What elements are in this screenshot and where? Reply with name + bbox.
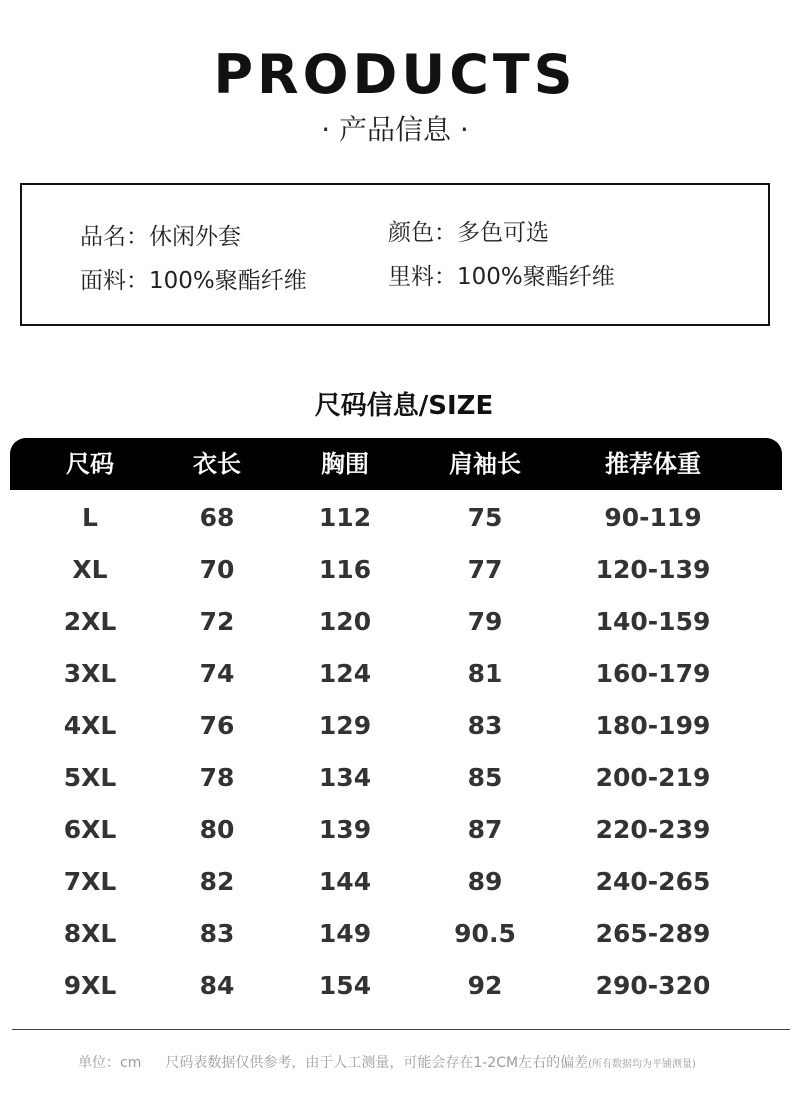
product-color-value: 多色可选 — [457, 220, 549, 246]
cell-size: 5XL — [63, 763, 117, 792]
product-fabric-label: 面料： — [80, 268, 149, 294]
product-info-box — [20, 183, 770, 326]
cell-length: 68 — [199, 503, 235, 532]
cell-length: 80 — [199, 815, 235, 844]
table-row — [10, 542, 782, 594]
footnote — [78, 1052, 696, 1076]
cell-weight: 290-320 — [595, 971, 711, 1000]
cell-sleeve: 92 — [467, 971, 503, 1000]
table-row — [10, 646, 782, 698]
cell-sleeve: 81 — [467, 659, 503, 688]
size-table-body — [10, 490, 782, 1010]
cell-size: 3XL — [63, 659, 117, 688]
cell-length: 82 — [199, 867, 235, 896]
table-row — [10, 802, 782, 854]
cell-weight: 180-199 — [595, 711, 711, 740]
page-subtitle: · 产品信息 · — [321, 113, 469, 146]
cell-sleeve: 89 — [467, 867, 503, 896]
product-fabric-value: 100%聚酯纤维 — [149, 268, 307, 294]
table-row — [10, 958, 782, 1010]
column-header-length: 衣长 — [193, 450, 241, 478]
size-table-header — [10, 438, 782, 490]
cell-length: 72 — [199, 607, 235, 636]
cell-weight: 240-265 — [595, 867, 711, 896]
cell-chest: 124 — [318, 659, 372, 688]
cell-weight: 120-139 — [595, 555, 711, 584]
cell-sleeve: 77 — [467, 555, 503, 584]
cell-sleeve: 85 — [467, 763, 503, 792]
column-header-sleeve: 肩袖长 — [449, 450, 521, 478]
table-row — [10, 490, 782, 542]
cell-chest: 129 — [318, 711, 372, 740]
cell-sleeve: 90.5 — [454, 919, 516, 948]
product-lining-label: 里料： — [388, 264, 457, 290]
cell-chest: 134 — [318, 763, 372, 792]
cell-length: 70 — [199, 555, 235, 584]
cell-weight: 90-119 — [604, 503, 702, 532]
cell-length: 74 — [199, 659, 235, 688]
cell-size: 6XL — [63, 815, 117, 844]
cell-weight: 160-179 — [595, 659, 711, 688]
cell-chest: 144 — [318, 867, 372, 896]
cell-length: 83 — [199, 919, 235, 948]
product-name-value: 休闲外套 — [149, 224, 241, 250]
table-row — [10, 906, 782, 958]
cell-sleeve: 75 — [467, 503, 503, 532]
column-header-size: 尺码 — [66, 450, 114, 478]
table-row — [10, 698, 782, 750]
cell-size: 9XL — [63, 971, 117, 1000]
footnote-small: (所有数据均为平铺测量) — [588, 1059, 696, 1070]
table-row — [10, 750, 782, 802]
product-lining-row — [388, 261, 615, 293]
cell-weight: 220-239 — [595, 815, 711, 844]
cell-size: 8XL — [63, 919, 117, 948]
cell-size: XL — [72, 555, 108, 584]
table-row — [10, 594, 782, 646]
product-lining-value: 100%聚酯纤维 — [457, 264, 615, 290]
cell-sleeve: 87 — [467, 815, 503, 844]
cell-chest: 120 — [318, 607, 372, 636]
product-fabric-row — [80, 265, 307, 297]
column-header-weight: 推荐体重 — [605, 450, 701, 478]
size-table — [10, 438, 782, 1010]
cell-length: 84 — [199, 971, 235, 1000]
cell-sleeve: 79 — [467, 607, 503, 636]
footer-divider — [12, 1029, 790, 1030]
cell-size: L — [82, 503, 98, 532]
cell-chest: 149 — [318, 919, 372, 948]
cell-length: 78 — [199, 763, 235, 792]
table-row — [10, 854, 782, 906]
cell-weight: 265-289 — [595, 919, 711, 948]
cell-size: 4XL — [63, 711, 117, 740]
cell-size: 7XL — [63, 867, 117, 896]
cell-chest: 154 — [318, 971, 372, 1000]
page-title: PRODUCTS — [213, 43, 577, 106]
cell-chest: 116 — [318, 555, 372, 584]
cell-length: 76 — [199, 711, 235, 740]
product-name-label: 品名： — [80, 224, 149, 250]
cell-chest: 139 — [318, 815, 372, 844]
cell-weight: 200-219 — [595, 763, 711, 792]
cell-chest: 112 — [318, 503, 372, 532]
cell-sleeve: 83 — [467, 711, 503, 740]
product-name-row — [80, 221, 241, 253]
cell-weight: 140-159 — [595, 607, 711, 636]
product-color-label: 颜色： — [388, 220, 457, 246]
size-heading: 尺码信息/SIZE — [314, 391, 494, 421]
footnote-unit: 单位：cm — [78, 1055, 142, 1071]
footnote-note: 尺码表数据仅供参考，由于人工测量，可能会存在1-2CM左右的偏差 — [165, 1055, 589, 1071]
product-color-row — [388, 217, 549, 249]
cell-size: 2XL — [63, 607, 117, 636]
column-header-chest: 胸围 — [321, 450, 369, 478]
